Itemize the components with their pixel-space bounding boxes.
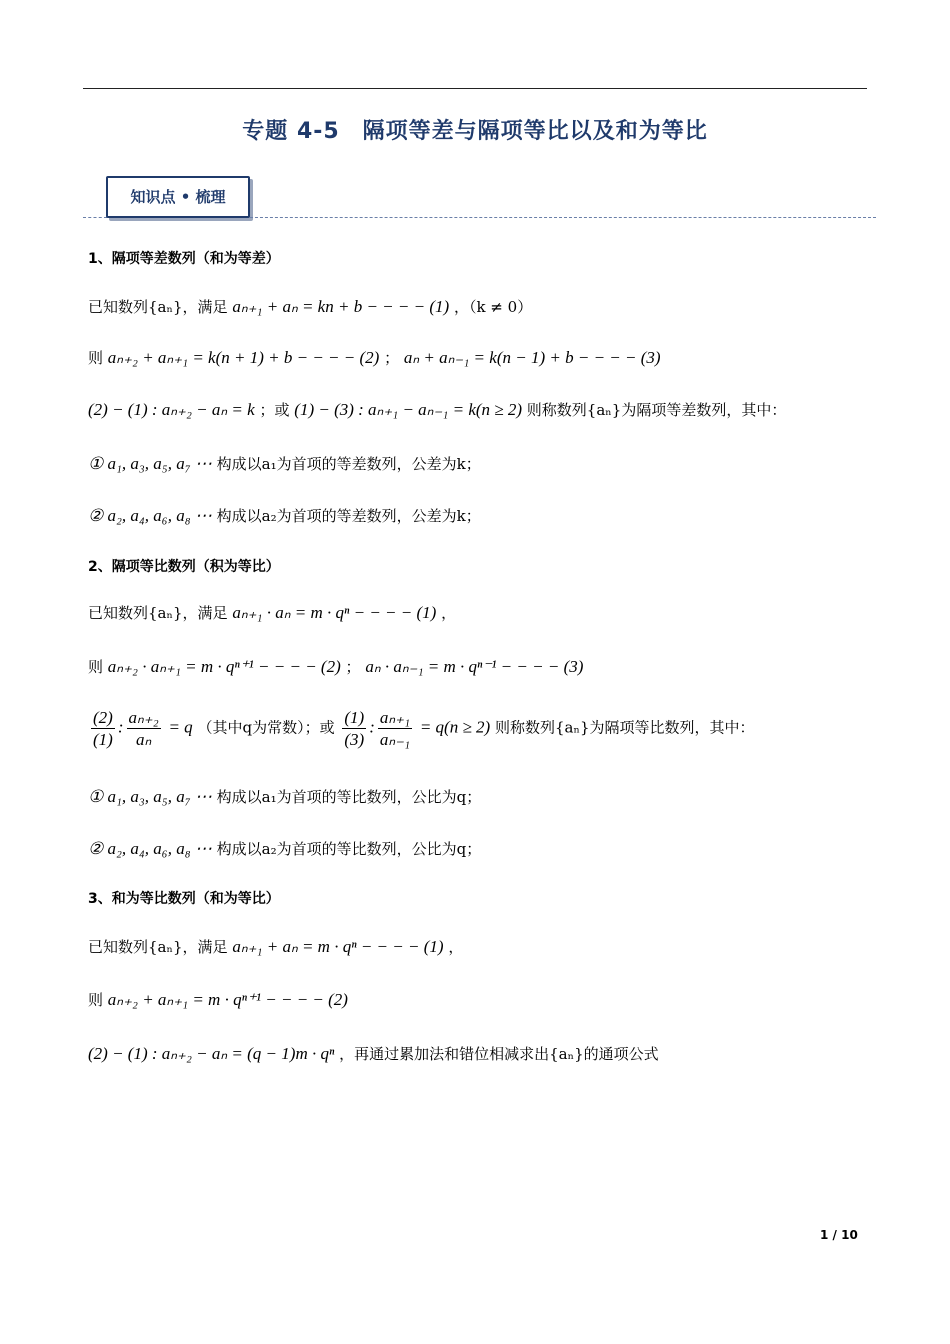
equation: ① a₁, a₃, a₅, a₇ ⋯: [88, 454, 212, 473]
equation: ② a₂, a₄, a₆, a₈ ⋯: [88, 839, 212, 858]
part1-line4: [88, 453, 481, 474]
fraction-denominator: aₙ₋₁: [379, 730, 411, 749]
text: 构成以a₂为首项的等差数列，公差为k；: [216, 507, 481, 525]
fraction: [127, 707, 161, 750]
part1-heading: 1、隔项等差数列（和为等差）: [88, 251, 280, 267]
text: 则称数列{aₙ}为隔项等差数列，其中：: [526, 401, 787, 419]
text: 则: [88, 991, 104, 1009]
equation: aₙ₊₂ · aₙ₊₁ = m · qⁿ⁺¹ − − − − (2): [107, 657, 341, 676]
part2-heading: 2、隔项等比数列（积为等比）: [88, 559, 280, 575]
equation: = q(n ≥ 2): [419, 717, 491, 737]
fraction-numerator: (1): [344, 708, 365, 727]
equation: aₙ₊₂ + aₙ₊₁ = m · qⁿ⁺¹ − − − − (2): [107, 990, 348, 1009]
part2-line5: [88, 838, 481, 859]
part1-line5: [88, 505, 481, 526]
text: 构成以a₁为首项的等差数列，公差为k；: [216, 455, 481, 473]
fraction: [378, 707, 412, 750]
equation: aₙ₊₁ + aₙ = m · qⁿ − − − − (1): [232, 937, 444, 956]
fraction: [91, 707, 115, 750]
fraction-denominator: (3): [344, 730, 365, 749]
part2-line3: $\frac{(2)}{(1)}$ : $\frac{\text{aₙ₊₂}}{\text{aₙ}}$ = q （其中q为常数）；或 $\frac{(1)}{(3)}$ : $\frac{\text{aₙ₊₁}}{\text{aₙ₋₁}}$ = q(n ≥ 2) 则称数列{aₙ}为隔项等比数列，其中：: [93, 708, 755, 749]
part2-line1: [88, 602, 456, 623]
text: ；或: [259, 401, 290, 419]
part1-line2: [88, 347, 661, 368]
text: 则: [88, 658, 104, 676]
text: 则称数列{aₙ}为隔项等比数列，其中：: [494, 718, 755, 737]
part2-line2: [88, 656, 583, 677]
text: 已知数列{aₙ}，满足: [88, 938, 228, 956]
fraction-numerator: aₙ₊₁: [379, 708, 411, 727]
part3-line3: [88, 1043, 659, 1064]
section-divider: [250, 217, 876, 218]
equation: (2) − (1) : aₙ₊₂ − aₙ = k: [88, 400, 255, 419]
equation: aₙ · aₙ₋₁ = m · qⁿ⁻¹ − − − − (3): [365, 657, 584, 676]
section-label-box: [106, 176, 250, 218]
part1-line3: [88, 399, 786, 420]
part2-line4: [88, 786, 481, 807]
header-rule: [83, 88, 867, 89]
text: ，再通过累加法和错位相减求出{aₙ}的通项公式: [339, 1045, 659, 1063]
fraction-numerator: aₙ₊₂: [128, 708, 159, 727]
section-divider-left: [83, 217, 107, 218]
fraction-numerator: (2): [93, 708, 113, 727]
equation: ① a₁, a₃, a₅, a₇ ⋯: [88, 787, 212, 806]
equation: = q: [168, 717, 193, 737]
page-number: 1 / 10: [820, 1228, 858, 1242]
text: ，: [448, 938, 464, 956]
equation: (1) − (3) : aₙ₊₁ − aₙ₋₁ = k(n ≥ 2): [294, 400, 523, 419]
text: 构成以a₂为首项的等比数列，公比为q；: [216, 840, 482, 858]
text: 则: [88, 349, 104, 367]
equation: aₙ₊₂ + aₙ₊₁ = k(n + 1) + b − − − − (2): [107, 348, 380, 367]
section-label: 知识点 • 梳理: [130, 188, 226, 206]
text: 已知数列{aₙ}，满足: [88, 604, 228, 622]
fraction-denominator: (1): [93, 730, 113, 749]
equation: ② a₂, a₄, a₆, a₈ ⋯: [88, 506, 212, 525]
text: ；: [345, 658, 361, 676]
part1-line1: [88, 296, 532, 317]
equation: aₙ₊₁ · aₙ = m · qⁿ − − − − (1): [232, 603, 437, 622]
text: 已知数列{aₙ}，满足: [88, 298, 228, 316]
text: （其中q为常数）；或: [197, 718, 335, 737]
part3-line1: [88, 936, 463, 957]
text: ；: [384, 349, 400, 367]
page-title: 专题 4-5 隔项等差与隔项等比以及和为等比: [242, 119, 708, 144]
text: 构成以a₁为首项的等比数列，公比为q；: [216, 788, 482, 806]
text: ，: [441, 604, 457, 622]
equation: aₙ + aₙ₋₁ = k(n − 1) + b − − − − (3): [403, 348, 661, 367]
text: ，（k ≠ 0）: [453, 298, 533, 316]
fraction-denominator: aₙ: [135, 730, 152, 749]
equation: aₙ₊₁ + aₙ = kn + b − − − − (1): [232, 297, 450, 316]
equation: (2) − (1) : aₙ₊₂ − aₙ = (q − 1)m · qⁿ: [88, 1044, 335, 1063]
part3-heading: 3、和为等比数列（和为等比）: [88, 891, 280, 907]
part3-line2: [88, 989, 348, 1010]
fraction: [342, 707, 366, 750]
